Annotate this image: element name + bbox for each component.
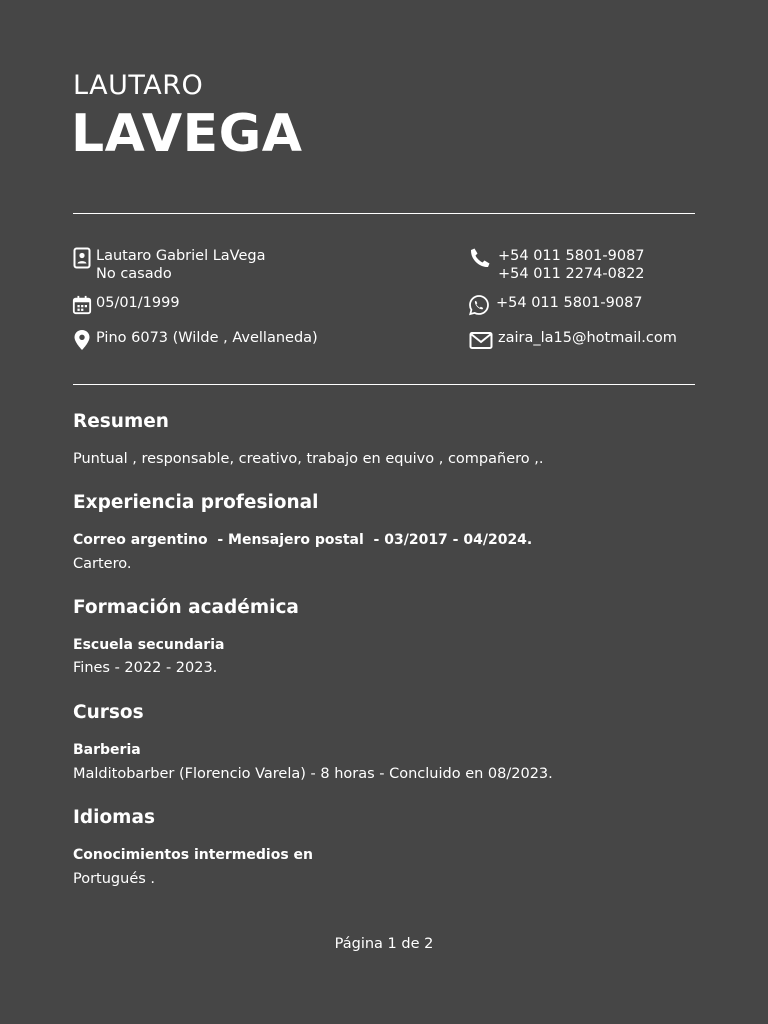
address: Pino 6073 (Wilde , Avellaneda) — [96, 330, 318, 346]
courses-title: Cursos — [73, 702, 144, 723]
courses-detail: Malditobarber (Florencio Varela) - 8 horas - Concluido en 08/2023. — [73, 766, 553, 782]
marital-status: No casado — [96, 266, 172, 282]
whatsapp-number: +54 011 5801-9087 — [496, 295, 643, 311]
last-name: LAVEGA — [71, 104, 303, 164]
summary-title: Resumen — [73, 411, 169, 432]
contact-address — [72, 329, 318, 351]
id-card-icon — [72, 247, 92, 269]
phone-2: +54 011 2274-0822 — [498, 266, 645, 282]
phone-icon — [468, 247, 492, 269]
divider-top — [73, 213, 695, 214]
phone-1: +54 011 5801-9087 — [498, 248, 645, 264]
languages-heading: Conocimientos intermedios en — [73, 847, 313, 863]
experience-title: Experiencia profesional — [73, 492, 319, 513]
languages-detail: Portugués . — [73, 871, 156, 887]
location-pin-icon — [72, 329, 92, 351]
divider-bottom — [73, 384, 695, 385]
contact-phones — [468, 247, 645, 283]
education-title: Formación académica — [73, 597, 299, 618]
contact-name — [72, 247, 266, 283]
experience-heading: Correo argentino - Mensajero postal - 03/2017 - 04/2024. — [73, 532, 533, 548]
envelope-icon — [468, 329, 494, 351]
languages-title: Idiomas — [73, 807, 155, 828]
full-name: Lautaro Gabriel LaVega — [96, 248, 266, 264]
experience-detail: Cartero. — [73, 556, 132, 572]
contact-birthdate — [72, 294, 180, 316]
contact-whatsapp — [468, 294, 643, 316]
summary-text: Puntual , responsable, creativo, trabajo en equivo , compañero ,. — [73, 451, 544, 467]
education-heading: Escuela secundaria — [73, 637, 225, 653]
page-number: Página 1 de 2 — [334, 936, 434, 952]
whatsapp-icon — [468, 294, 490, 316]
courses-heading: Barberia — [73, 742, 141, 758]
email-address: zaira_la15@hotmail.com — [498, 330, 677, 346]
calendar-icon — [72, 294, 92, 316]
contact-email — [468, 329, 677, 351]
birth-date: 05/01/1999 — [96, 295, 180, 311]
education-detail: Fines - 2022 - 2023. — [73, 660, 218, 676]
first-name: LAUTARO — [73, 70, 204, 101]
